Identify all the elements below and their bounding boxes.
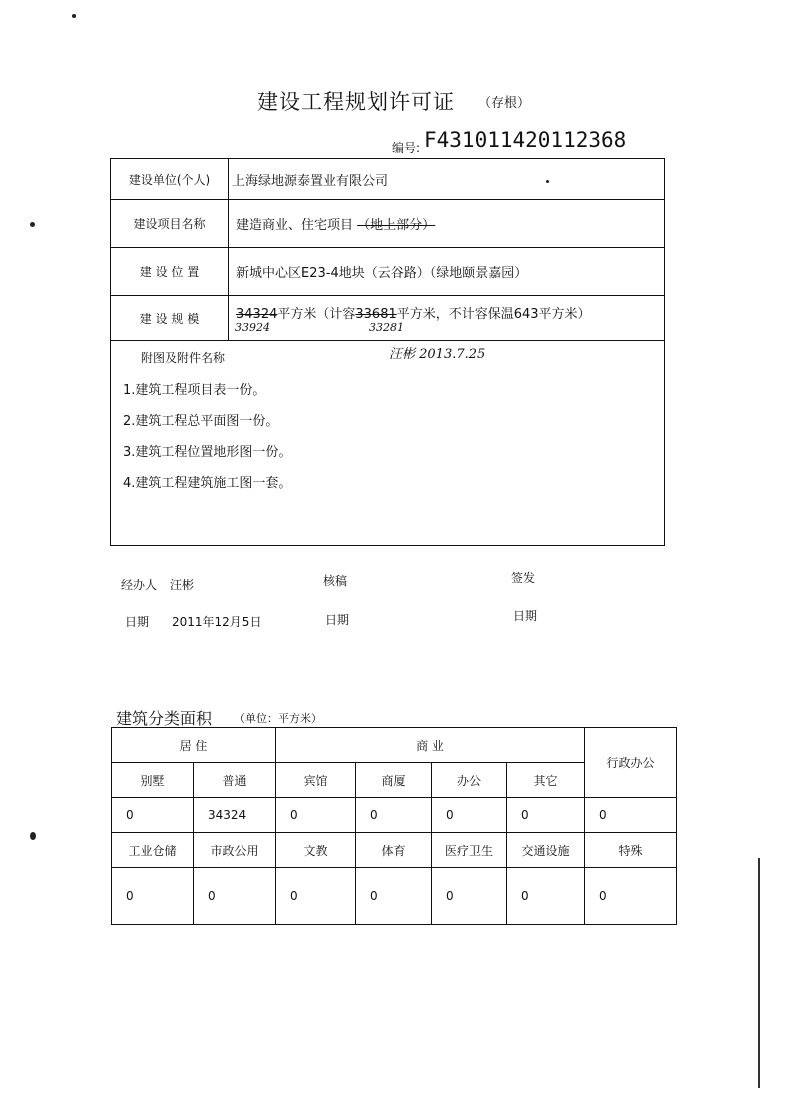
attachment-item: 2.建筑工程总平面图一份。 [123,414,279,429]
handler-date: 2011年12月5日 [172,615,262,629]
header-cell: 商厦 [356,763,432,798]
table-row [112,833,677,868]
scan-speck [546,180,549,183]
project-value-wrap [236,214,435,233]
value-cell: 0 [356,798,432,833]
scale-text-2: 平方米，不计容保温643平方米） [396,307,591,322]
value-cell: 0 [356,868,432,925]
scale-struck-1: 34324 [236,307,278,322]
group-commercial: 商 业 [276,728,585,763]
value-cell: 0 [276,868,356,925]
serial-number: F4310114201123​68 [424,128,627,152]
document-title: 建设工程规划许可证 [257,90,455,114]
scan-speck [30,222,35,227]
serial-label: 编号: [392,141,421,155]
scan-speck [72,14,76,18]
value-cell: 0 [585,798,677,833]
row-unit [111,159,664,200]
group-residential: 居 住 [112,728,276,763]
handwritten-note: 汪彬 2013.7.25 [389,347,486,362]
row-location [111,248,664,296]
review-label: 核稿 [323,574,348,588]
attachment-item: 3.建筑工程位置地形图一份。 [123,445,292,460]
header-cell: 特殊 [585,833,677,868]
value-cell: 0 [507,798,585,833]
row-project [111,200,664,248]
issue-date-label: 日期 [513,609,538,623]
header-cell: 交通设施 [507,833,585,868]
scale-label: 建 设 规 模 [111,296,229,340]
location-value: 新城中心区E23-4地块（云谷路）（绿地颐景嘉园） [236,266,528,281]
classification-table [111,727,677,925]
table-row [112,868,677,925]
row-scale [111,296,664,341]
permit-form [110,158,665,546]
attachment-item: 4.建筑工程建筑施工图一套。 [123,476,292,491]
classification-unit: （单位：平方米） [234,712,322,725]
header-cell: 体育 [356,833,432,868]
unit-label: 建设单位(个人) [111,159,229,199]
value-cell: 0 [432,798,507,833]
value-cell: 0 [507,868,585,925]
scale-hand-1: 33924 [235,321,270,334]
header-cell: 工业仓储 [112,833,194,868]
project-value: 建造商业、住宅项目 [236,218,354,233]
unit-value: 上海绿地源泰置业有限公司 [232,174,389,189]
scale-text-1: 平方米（计容 [277,307,356,322]
table-row [112,728,677,763]
value-cell: 0 [585,868,677,925]
value-cell: 0 [194,868,276,925]
issue-label: 签发 [511,571,536,585]
value-cell: 34324 [194,798,276,833]
project-label: 建设项目名称 [111,200,229,247]
value-cell: 0 [432,868,507,925]
scan-edge-line [758,858,760,1088]
handler-name: 汪彬 [170,578,195,592]
location-label: 建 设 位 置 [111,248,229,295]
header-cell: 市政公用 [194,833,276,868]
header-cell: 宾馆 [276,763,356,798]
classification-title: 建筑分类面积 [116,709,213,728]
scale-hand-2: 33281 [369,321,404,334]
header-cell: 普通 [194,763,276,798]
attachments-title: 附图及附件名称 [141,351,226,365]
document-subtitle: （存根） [478,96,531,111]
header-cell: 办公 [432,763,507,798]
header-cell: 文教 [276,833,356,868]
review-date-label: 日期 [325,613,350,627]
admin-office-header: 行政办公 [585,728,677,798]
value-cell: 0 [112,868,194,925]
table-row [112,798,677,833]
header-cell: 医疗卫生 [432,833,507,868]
value-cell: 0 [276,798,356,833]
value-cell: 0 [112,798,194,833]
handler-label: 经办人 [121,578,158,592]
scale-struck-2: 33681 [355,307,397,322]
attachment-item: 1.建筑工程项目表一份。 [123,383,266,398]
date-label: 日期 [125,615,150,629]
header-cell: 其它 [507,763,585,798]
project-struck: （地上部分） [357,218,436,233]
scan-speck [30,832,36,840]
header-cell: 别墅 [112,763,194,798]
scale-value-wrap [236,303,591,322]
